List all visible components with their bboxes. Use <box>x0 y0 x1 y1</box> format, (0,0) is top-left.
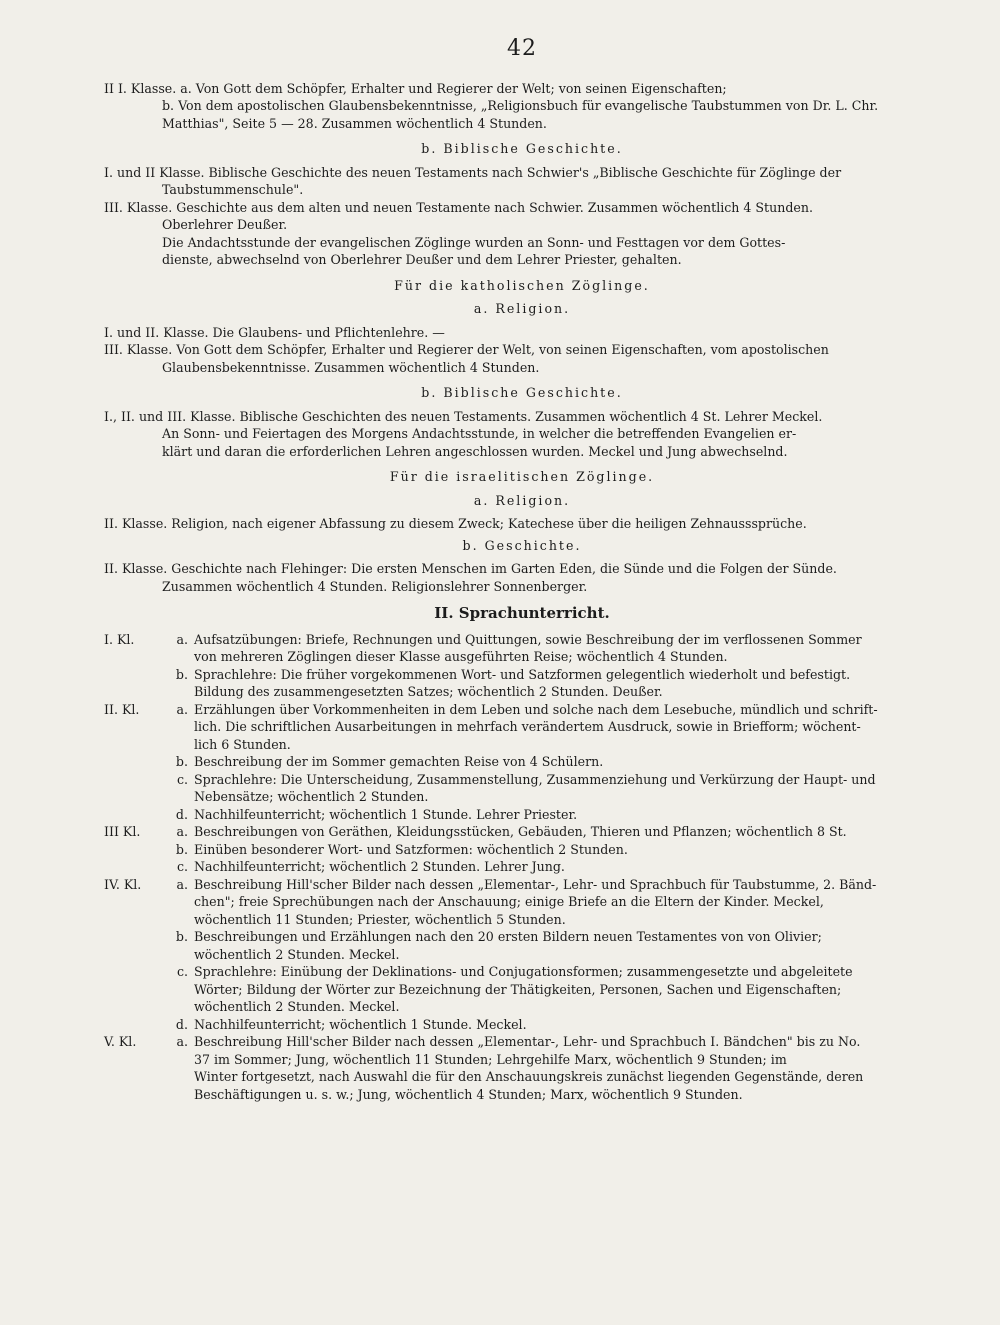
text-line: I. und II. Klasse. Die Glaubens- und Pflichtenlehre. — <box>104 324 445 340</box>
text-line: Bildung des zusammengesetzten Satzes; wöchentlich 2 Stunden. Deußer. <box>194 684 663 699</box>
text-line: Erzählungen über Vorkommenheiten in dem Leben und solche nach dem Lesebuche, mündlich und schrift- <box>194 701 878 717</box>
text-line: wöchentlich 11 Stunden; Priester, wöchentlich 5 Stunden. <box>194 911 566 927</box>
text-line: II. Klasse. Religion, nach eigener Abfassung zu diesem Zweck; Katechese über die heiligen Zehnausssprüche. <box>104 516 807 531</box>
item-marker: a. <box>176 701 188 717</box>
class-label: II. Kl. <box>104 701 140 717</box>
text-line: Sprachlehre: Einübung der Deklinations- und Conjugationsformen; zusammengesetzte und abgeleitete <box>194 964 853 979</box>
class-entry <box>104 823 940 841</box>
item-marker: c. <box>176 771 188 787</box>
text-line: Nachhilfeunterricht; wöchentlich 1 Stunde. Lehrer Priester. <box>194 806 578 822</box>
text-line: Beschäftigungen u. s. w.; Jung, wöchentlich 4 Stunden; Marx, wöchentlich 9 Stunden. <box>194 1086 743 1102</box>
text-line: Nebensätze; wöchentlich 2 Stunden. <box>194 789 429 804</box>
class-label: V. Kl. <box>104 1034 137 1049</box>
item-marker: c. <box>176 964 188 979</box>
text-line: Taubstummenschule". <box>162 182 304 197</box>
text-line: II I. Klasse. a. Von Gott dem Schöpfer, Erhalter und Regierer der Welt; von seinen Eigenschaften; <box>104 80 727 96</box>
text-line: Zusammen wöchentlich 4 Stunden. Religionslehrer Sonnenberger. <box>162 578 588 594</box>
text-line: Matthias", Seite 5 — 28. Zusammen wöchentlich 4 Stunden. <box>162 115 547 131</box>
section-heading-israelite: Für die israelitischen Zöglinge. <box>389 469 655 484</box>
text-line: Einüben besonderer Wort- und Satzformen: wöchentlich 2 Stunden. <box>194 841 628 857</box>
text-line: Die Andachtsstunde der evangelischen Zöglinge wurden an Sonn- und Festtagen vor dem Gottes- <box>162 234 786 250</box>
text-line: Beschreibung Hill'scher Bilder nach dessen „Elementar-, Lehr- und Sprachbuch I. Bändchen" bis zu No. <box>194 1034 861 1049</box>
text-line: lich. Die schriftlichen Ausarbeitungen in mehrfach verändertem Ausdruck, sowie in Briefform; wöchent- <box>194 719 861 734</box>
subheading: b. Geschichte. <box>462 537 582 553</box>
item-marker: a. <box>176 876 188 892</box>
text-line: Nachhilfeunterricht; wöchentlich 2 Stunden. Lehrer Jung. <box>194 859 565 874</box>
text-line: Beschreibungen und Erzählungen nach den 20 ersten Bildern neuen Testamentes von von Olivier; <box>194 929 822 944</box>
page-number: 42 <box>507 36 537 61</box>
item-marker: b. <box>175 929 188 944</box>
text-line: II. Klasse. Geschichte nach Flehinger: Die ersten Menschen im Garten Eden, die Sünde und die Folgen der Sünde. <box>104 561 837 576</box>
text-line: dienste, abwechselnd von Oberlehrer Deußer und dem Lehrer Priester, gehalten. <box>162 252 682 267</box>
item-marker: b. <box>175 666 188 682</box>
text-line: III. Klasse. Von Gott dem Schöpfer, Erhalter und Regierer der Welt, von seinen Eigenschaften, vom apostolischen <box>104 342 829 357</box>
item-marker: d. <box>175 806 188 822</box>
class-label: III Kl. <box>104 824 141 839</box>
text-line: Nachhilfeunterricht; wöchentlich 1 Stunde. Meckel. <box>194 1016 527 1032</box>
item-marker: c. <box>176 859 188 874</box>
text-line: wöchentlich 2 Stunden. Meckel. <box>194 946 400 962</box>
text-line: III. Klasse. Geschichte aus dem alten und neuen Testamente nach Schwier. Zusammen wöchentlich 4 Stunden. <box>104 199 813 215</box>
text-line: Sprachlehre: Die früher vorgekommenen Wort- und Satzformen gelegentlich wiederholt und befestigt. <box>194 666 851 682</box>
class-entry <box>104 631 940 649</box>
item-marker: a. <box>176 824 188 839</box>
class-entry <box>104 876 940 894</box>
item-marker: a. <box>176 631 188 647</box>
subheading: a. Religion. <box>473 492 571 508</box>
subheading: a. Religion. <box>473 301 571 316</box>
item-marker: a. <box>176 1034 188 1049</box>
class-label: IV. Kl. <box>104 876 142 892</box>
class-entry <box>104 1033 940 1051</box>
class-entry <box>104 701 940 719</box>
text-line: chen"; freie Sprechübungen nach der Anschauung; einige Briefe an die Eltern der Kinder. Meckel, <box>194 894 824 909</box>
subheading: b. Biblische Geschichte. <box>421 385 623 400</box>
text-line: I., II. und III. Klasse. Biblische Geschichten des neuen Testaments. Zusammen wöchentlich 4 St. Lehrer Meckel. <box>104 408 823 424</box>
item-marker: b. <box>175 754 188 769</box>
subheading: b. Biblische Geschichte. <box>421 141 623 156</box>
text-line: Beschreibung der im Sommer gemachten Reise von 4 Schülern. <box>194 754 604 769</box>
text-line: I. und II Klasse. Biblische Geschichte des neuen Testaments nach Schwier's „Biblische Geschichte für Zöglinge der <box>104 164 842 180</box>
text-line: Aufsatzübungen: Briefe, Rechnungen und Quittungen, sowie Beschreibung der im verflossenen Sommer <box>194 631 862 647</box>
text-line: b. Von dem apostolischen Glaubensbekenntnisse, „Religionsbuch für evangelische Taubstummen von Dr. L. Chr. <box>162 98 879 113</box>
text-line: Beschreibungen von Geräthen, Kleidungsstücken, Gebäuden, Thieren und Pflanzen; wöchentlich 8 St. <box>194 824 847 839</box>
text-line: wöchentlich 2 Stunden. Meckel. <box>194 999 400 1014</box>
text-line: Glaubensbekenntnisse. Zusammen wöchentlich 4 Stunden. <box>162 359 540 375</box>
text-line: Oberlehrer Deußer. <box>162 217 288 232</box>
text-line: lich 6 Stunden. <box>194 736 291 752</box>
text-line: klärt und daran die erforderlichen Lehren angeschlossen wurden. Meckel und Jung abwechselnd. <box>162 443 788 459</box>
text-line: An Sonn- und Feiertagen des Morgens Andachtsstunde, in welcher die betreffenden Evangelien er- <box>162 426 797 441</box>
item-marker: d. <box>175 1016 188 1032</box>
text-line: Wörter; Bildung der Wörter zur Bezeichnung der Thätigkeiten, Personen, Sachen und Eigenschaften; <box>194 981 842 997</box>
class-label: I. Kl. <box>104 631 135 647</box>
text-line: Beschreibung Hill'scher Bilder nach dessen „Elementar-, Lehr- und Sprachbuch für Taubstumme, 2. Bänd- <box>194 876 877 892</box>
text-line: Winter fortgesetzt, nach Auswahl die für den Anschauungskreis zunächst liegenden Gegenstände, deren <box>194 1069 864 1084</box>
section-heading-catholic: Für die katholischen Zöglinge. <box>394 277 650 293</box>
section-title: II. Sprachunterricht. <box>434 604 610 622</box>
text-line: 37 im Sommer; Jung, wöchentlich 11 Stunden; Lehrgehilfe Marx, wöchentlich 9 Stunden; im <box>194 1051 787 1067</box>
item-marker: b. <box>175 841 188 857</box>
text-line: von mehreren Zöglingen dieser Klasse ausgeführten Reise; wöchentlich 4 Stunden. <box>194 649 728 664</box>
text-line: Sprachlehre: Die Unterscheidung, Zusammenstellung, Zusammenziehung und Verkürzung der Haupt- und <box>194 771 876 787</box>
